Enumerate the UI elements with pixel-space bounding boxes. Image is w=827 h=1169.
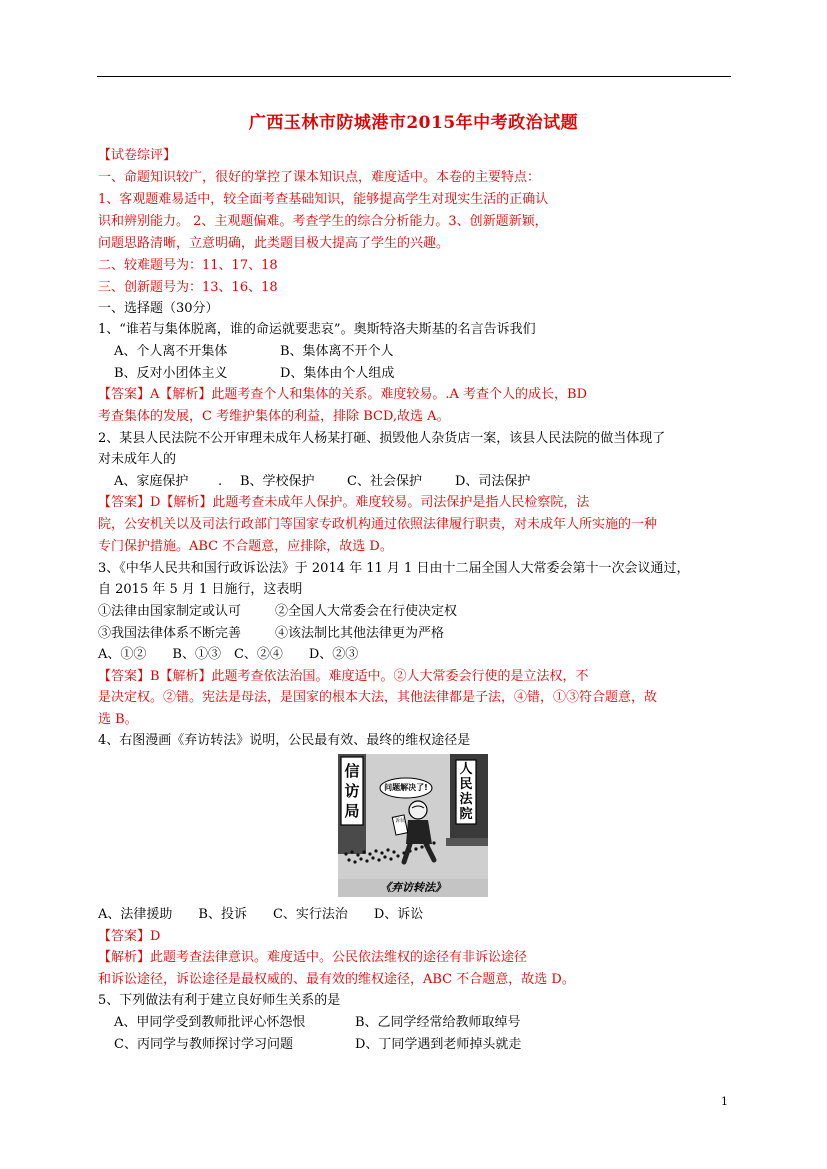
q1-answer-1: 【答案】A【解析】此题考查个人和集体的关系。难度较易。.A 考查个人的成长，BD bbox=[98, 387, 588, 402]
q2-option-d: D、司法保护 bbox=[455, 474, 531, 489]
comic-illustration bbox=[338, 754, 488, 897]
review-line-3: 识和辨别能力。 2、主观题偏难。考查学生的综合分析能力。3、创新题新颖， bbox=[98, 214, 548, 229]
q2-stray-dot: . bbox=[218, 474, 223, 489]
comic-right-sign: 人民法院 bbox=[459, 762, 473, 822]
q4-explanation-2: 和诉讼途径，诉讼途径是最权威的、最有效的维权途径，ABC 不合题意，故选 D。 bbox=[98, 972, 575, 987]
review-line-1: 一、命题知识较广，很好的掌控了课本知识点，难度适中。本卷的主要特点： bbox=[98, 170, 541, 185]
review-line-5: 二、较难题号为：11、17、18 bbox=[98, 258, 278, 273]
q3-answer-3: 选 B。 bbox=[98, 712, 138, 727]
section-heading: 一、选择题（30分） bbox=[98, 301, 219, 316]
q3-statement-1: ①法律由国家制定或认可 bbox=[98, 604, 242, 619]
review-line-2: 1、客观题难易适中，较全面考查基础知识，能够提高学生对现实生活的正确认 bbox=[98, 192, 549, 207]
header-rule bbox=[97, 76, 731, 77]
q5-option-c: C、丙同学与教师探讨学习问题 bbox=[114, 1037, 293, 1052]
review-line-6: 三、创新题号为：13、16、18 bbox=[98, 280, 278, 295]
q4-options: A、法律援助 B、投诉 C、实行法治 D、诉讼 bbox=[98, 907, 424, 922]
comic-caption: 《弃访转法》 bbox=[380, 881, 446, 894]
q1-option-d: D、集体由个人组成 bbox=[280, 366, 395, 381]
review-heading: 【试卷综评】 bbox=[98, 148, 177, 163]
q5-option-d: D、丁同学遇到老师掉头就走 bbox=[355, 1037, 522, 1052]
q3-statement-4: ④该法制比其他法律更为严格 bbox=[275, 626, 445, 641]
q1-answer-2: 考查集体的发展，C 考维护集体的利益，排除 BCD,故选 A。 bbox=[98, 409, 450, 424]
q5-option-b: B、乙同学经常给教师取绰号 bbox=[355, 1015, 521, 1030]
q2-option-b: B、学校保护 bbox=[240, 474, 315, 489]
page-title: 广西玉林市防城港市2015年中考政治试题 bbox=[248, 113, 579, 133]
page-number: 1 bbox=[721, 1095, 728, 1108]
comic-document-label: 诉状 bbox=[395, 818, 406, 824]
q5-option-a: A、甲同学受到教师批评心怀怨恨 bbox=[114, 1015, 306, 1030]
q4-answer: 【答案】D bbox=[98, 929, 161, 944]
q2-stem-1: 2、某县人民法院不公开审理未成年人杨某打砸、损毁他人杂货店一案，该县人民法院的做当体现了 bbox=[98, 431, 666, 446]
review-line-4: 问题思路清晰，立意明确，此类题目极大提高了学生的兴趣。 bbox=[98, 236, 450, 251]
q1-option-a: A、个人离不开集体 bbox=[114, 344, 228, 359]
comic-left-sign: 信访局 bbox=[344, 762, 360, 820]
q4-stem: 4、右图漫画《弃访转法》说明，公民最有效、最终的维权途径是 bbox=[98, 733, 471, 748]
q4-explanation-1: 【解析】此题考查法律意识。难度适中。公民依法维权的途径有非诉讼途径 bbox=[98, 950, 528, 965]
q1-option-b: B、集体离不开个人 bbox=[280, 344, 394, 359]
q3-stem-1: 3、《中华人民共和国行政诉讼法》于 2014 年 11 月 1 日由十二届全国人大常委会第十一次会议通过， bbox=[98, 561, 690, 576]
q2-option-c: C、社会保护 bbox=[347, 474, 422, 489]
q3-answer-2: 是决定权。②错。宪法是母法，是国家的根本大法，其他法律都是子法，④错，①③符合题意，故 bbox=[98, 690, 658, 705]
q2-stem-2: 对未成年人的 bbox=[98, 452, 177, 467]
comic-speech-bubble: 问题解决了! bbox=[384, 783, 428, 792]
q3-options: A、①② B、①③ C、②④ D、②③ bbox=[98, 647, 359, 662]
q3-answer-1: 【答案】B【解析】此题考查依法治国。难度适中。②人大常委会行使的是立法权，不 bbox=[98, 669, 589, 684]
q2-answer-1: 【答案】D【解析】此题考查未成年人保护。难度较易。司法保护是指人民检察院，法 bbox=[98, 495, 590, 510]
q3-statement-3: ③我国法律体系不断完善 bbox=[98, 626, 242, 641]
q1-option-c: B、反对小团体主义 bbox=[114, 366, 228, 381]
q2-option-a: A、家庭保护 bbox=[114, 474, 189, 489]
q2-answer-2: 院，公安机关以及司法行政部门等国家专政机构通过依照法律履行职责，对未成年人所实施的一种 bbox=[98, 517, 658, 532]
q3-stem-2: 自 2015 年 5 月 1 日施行，这表明 bbox=[98, 582, 303, 597]
q5-stem: 5、下列做法有利于建立良好师生关系的是 bbox=[98, 993, 341, 1008]
q1-stem: 1、“谁若与集体脱离，谁的命运就要悲哀”。奥斯特洛夫斯基的名言告诉我们 bbox=[98, 322, 536, 337]
q2-answer-3: 专门保护措施。ABC 不合题意，应排除，故选 D。 bbox=[98, 539, 393, 554]
q3-statement-2: ②全国人大常委会在行使决定权 bbox=[275, 604, 458, 619]
